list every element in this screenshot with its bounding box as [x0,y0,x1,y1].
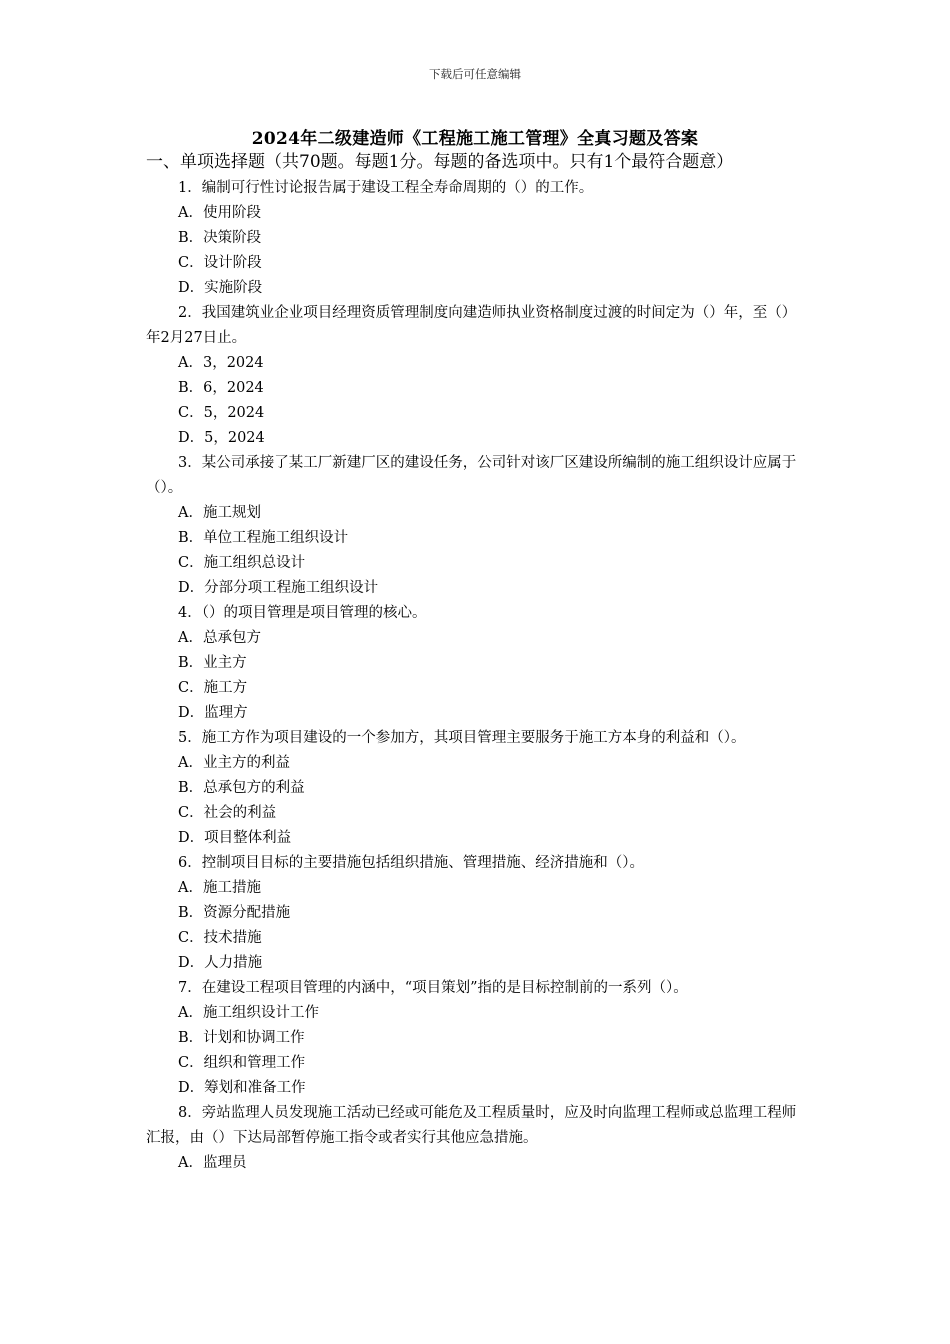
question-option: A．3，2024 [178,355,264,371]
question-option: D．5，2024 [178,430,265,446]
question-block [146,301,810,451]
question-option: B．6，2024 [178,380,264,396]
question-option: A．施工规划 [178,505,261,521]
question-option: C．技术措施 [178,930,262,946]
question-option: B．决策阶段 [178,230,262,246]
question-block [146,451,810,601]
question-option: D．筹划和准备工作 [178,1080,306,1096]
question-stem: 3．某公司承接了某工厂新建厂区的建设任务，公司针对该厂区建设所编制的施工组织设计应属于（）。 [146,455,797,496]
question-block [146,601,810,726]
question-option: D．实施阶段 [178,280,263,296]
document-body [146,150,810,1176]
question-stem: 8．旁站监理人员发现施工活动已经或可能危及工程质量时，应及时向监理工程师或总监理工程师汇报，由（）下达局部暂停施工指令或者实行其他应急措施。 [146,1105,797,1146]
question-stem: 7．在建设工程项目管理的内涵中，“项目策划”指的是目标控制前的一系列（）。 [178,980,688,996]
question-option: C．施工组织总设计 [178,555,306,571]
question-option: B．资源分配措施 [178,905,291,921]
question-option: A．总承包方 [178,630,261,646]
question-list [146,176,810,1176]
question-option: A．监理员 [178,1155,247,1171]
document-title: 2024年二级建造师《工程施工施工管理》全真习题及答案 [251,129,699,149]
question-option: D．分部分项工程施工组织设计 [178,580,379,596]
question-block [146,176,810,301]
question-block [146,1101,810,1176]
question-option: B．业主方 [178,655,247,671]
header-note: 下载后可任意编辑 [429,67,521,81]
question-stem: 4．（）的项目管理是项目管理的核心。 [178,605,427,621]
question-option: A．业主方的利益 [178,755,290,771]
question-stem: 5．施工方作为项目建设的一个参加方，其项目管理主要服务于施工方本身的利益和（）。 [178,730,746,746]
question-option: D．人力措施 [178,955,263,971]
question-option: D．监理方 [178,705,248,721]
question-option: A．使用阶段 [178,205,261,221]
question-option: C．施工方 [178,680,248,696]
question-option: B．单位工程施工组织设计 [178,530,349,546]
question-block [146,726,810,851]
question-option: C．社会的利益 [178,805,277,821]
question-option: B．总承包方的利益 [178,780,305,796]
question-stem: 1．编制可行性讨论报告属于建设工程全寿命周期的（）的工作。 [178,180,594,196]
question-option: D．项目整体利益 [178,830,292,846]
question-option: B．计划和协调工作 [178,1030,305,1046]
question-option: C．设计阶段 [178,255,262,271]
question-stem: 6．控制项目目标的主要措施包括组织措施、管理措施、经济措施和（）。 [178,855,644,871]
section-heading: 一、单项选择题（共70题。每题1分。每题的备选项中。只有1个最符合题意） [146,152,734,172]
question-option: A．施工措施 [178,880,261,896]
question-option: A．施工组织设计工作 [178,1005,319,1021]
question-block [146,851,810,976]
question-stem: 2．我国建筑业企业项目经理资质管理制度向建造师执业资格制度过渡的时间定为（）年，至（）年2月27日止。 [146,305,797,346]
question-option: C．5，2024 [178,405,265,421]
question-block [146,976,810,1101]
question-option: C．组织和管理工作 [178,1055,306,1071]
